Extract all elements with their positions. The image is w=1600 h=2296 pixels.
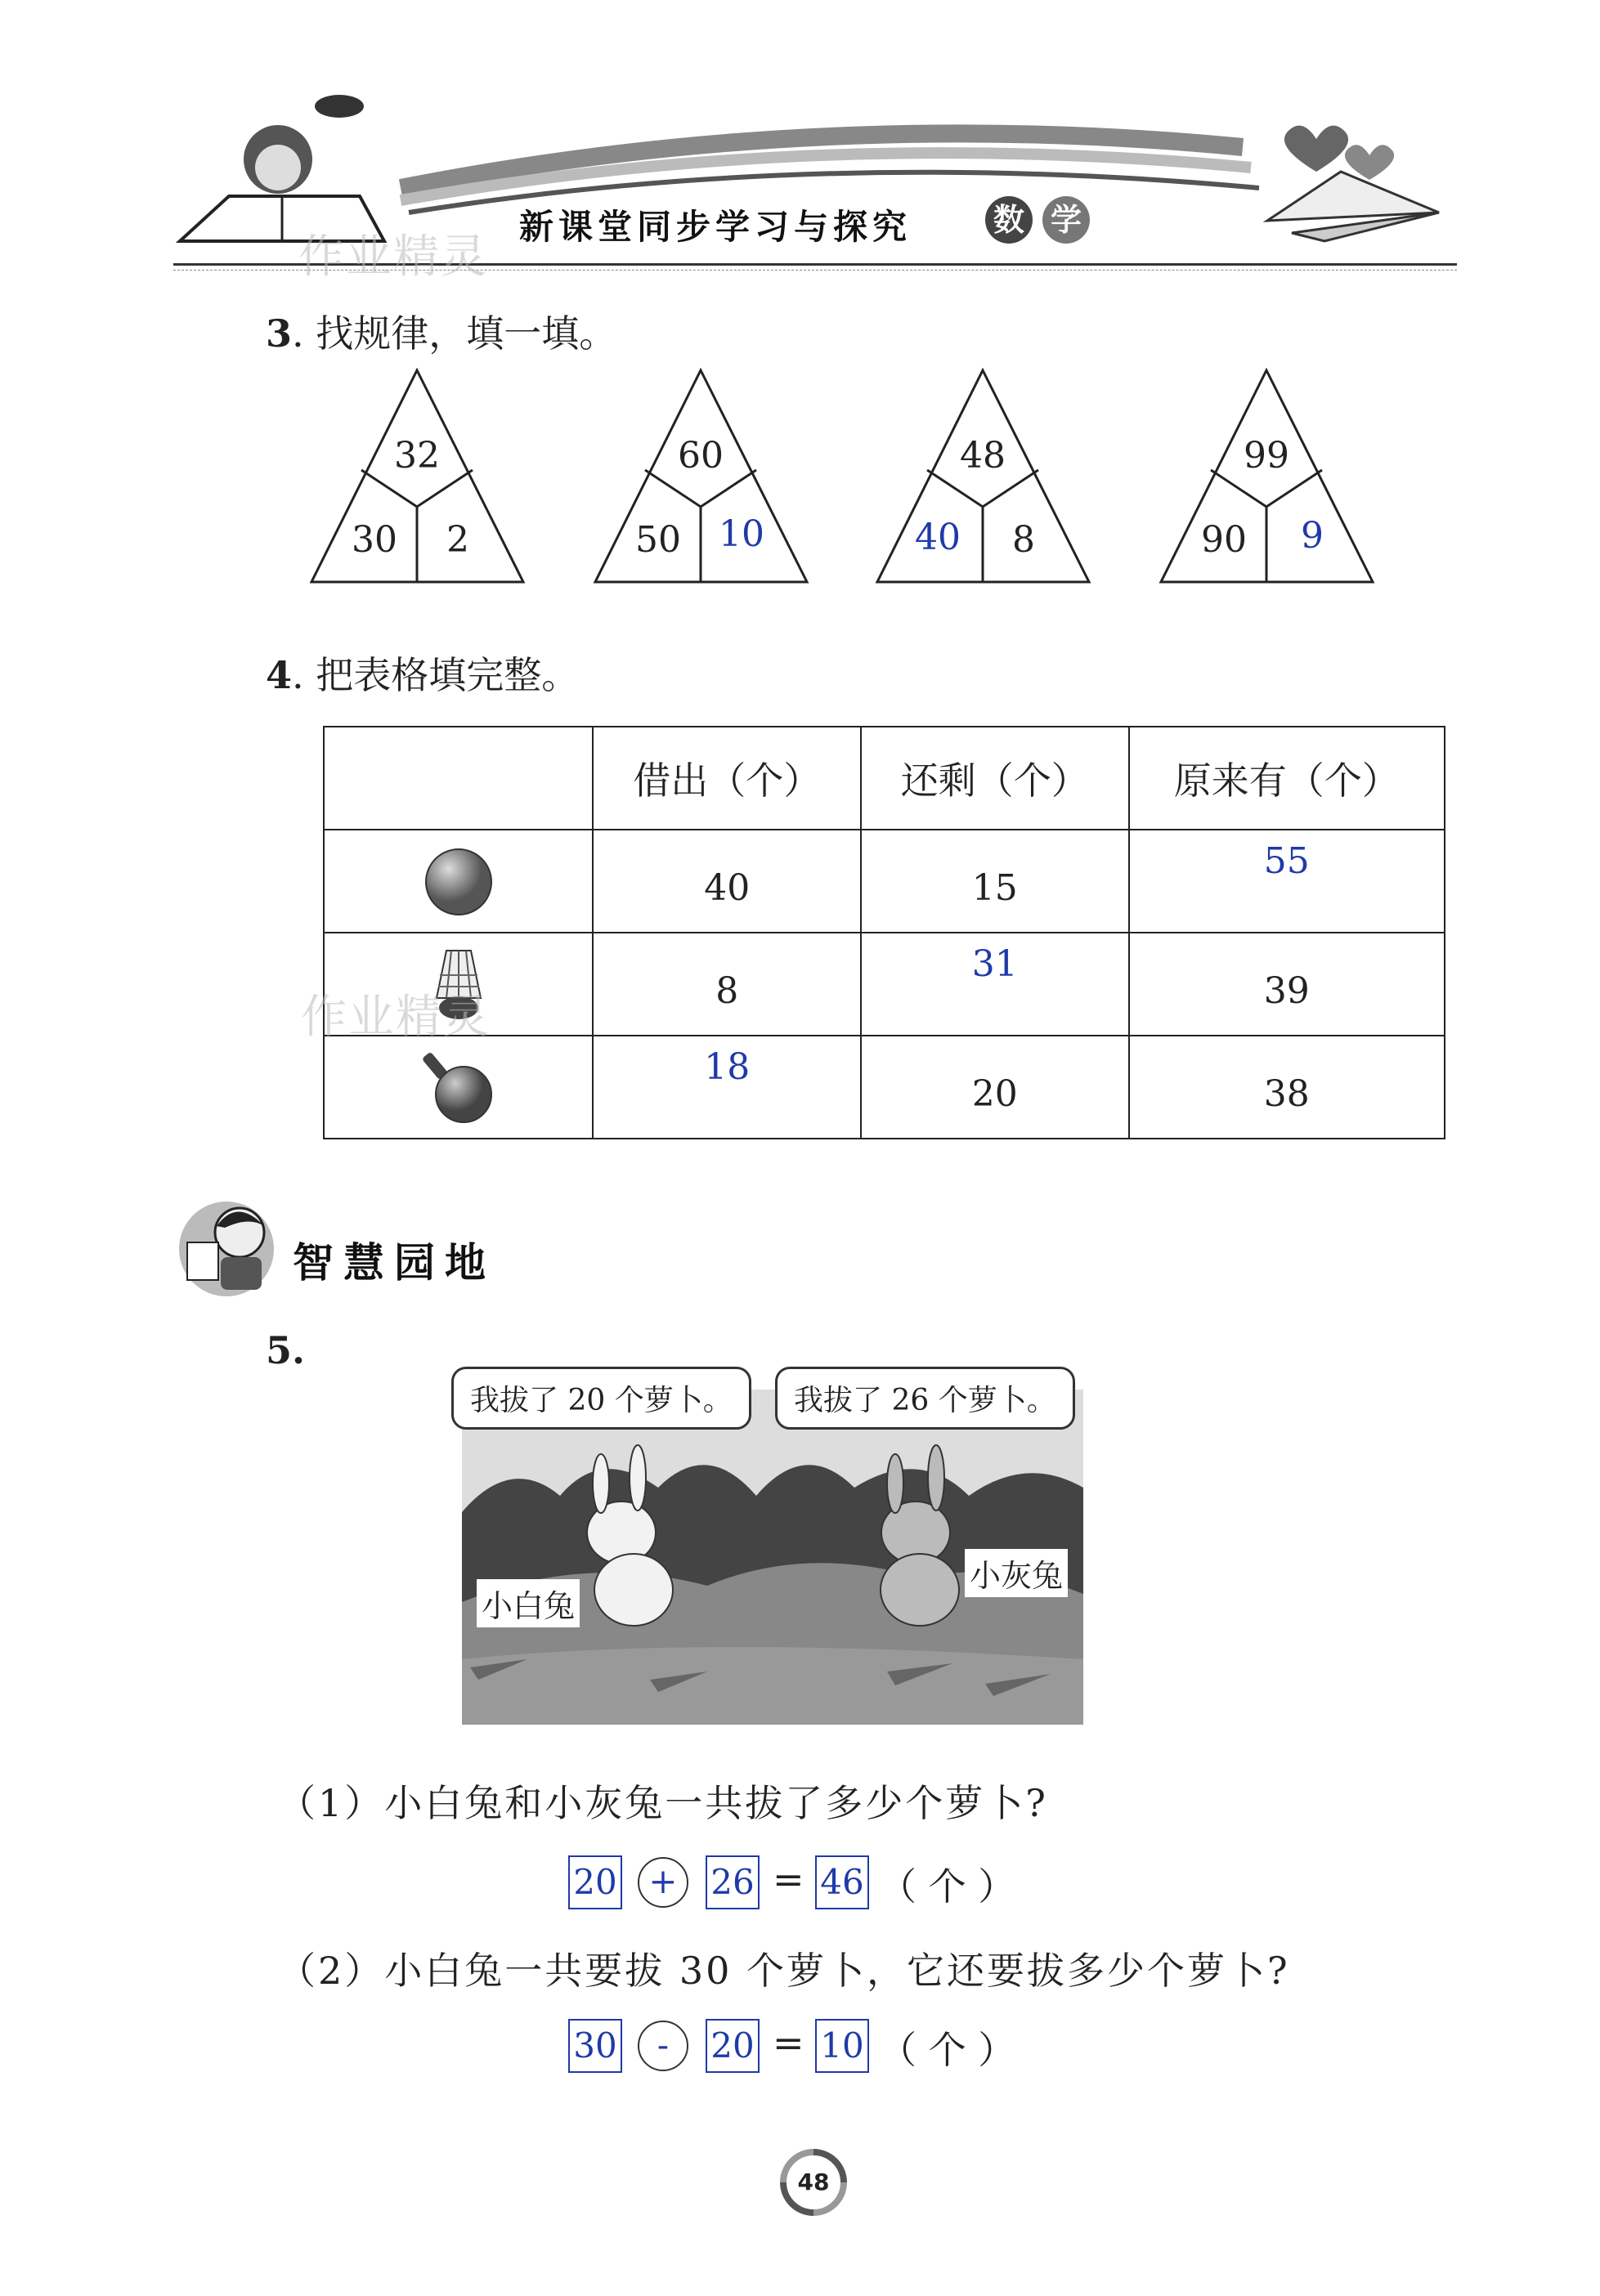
eq2-result[interactable]: 10 <box>815 2019 869 2073</box>
table-cell-answer: 55 <box>1129 830 1445 933</box>
triangle-3-right: 8 <box>1012 519 1035 561</box>
table-cell-item <box>324 1036 593 1139</box>
page-number-badge <box>777 2146 850 2219</box>
page-number: 48 <box>797 2168 830 2195</box>
table-row <box>324 933 1445 1036</box>
table-header-cell: 借出（个） <box>593 727 861 830</box>
subject-badge-1: 数 <box>985 196 1033 244</box>
speech-bubble-white-rabbit: 我拔了 20 个萝卜。 <box>451 1367 751 1430</box>
ball-icon <box>422 845 495 919</box>
eq2-operand-a[interactable]: 30 <box>568 2019 622 2073</box>
eq1-operand-a[interactable]: 20 <box>568 1855 622 1909</box>
table-cell: 40 <box>593 830 861 933</box>
label-grey-rabbit: 小灰兔 <box>965 1549 1068 1597</box>
q3-title: 3. 找规律，填一填。 <box>266 311 617 356</box>
ping-pong-paddle-icon <box>418 1045 500 1127</box>
triangle-4-left: 90 <box>1201 519 1247 561</box>
section-title: 智慧园地 <box>293 1239 495 1287</box>
table-row <box>324 1036 1445 1139</box>
speech-bubble-grey-rabbit: 我拔了 26 个萝卜。 <box>775 1367 1075 1430</box>
table-header-row <box>324 727 1445 830</box>
table-header-cell: 还剩（个） <box>861 727 1129 830</box>
borrow-table <box>323 726 1445 1139</box>
eq2-equals: = <box>773 2021 804 2065</box>
subject-badge-2: 学 <box>1042 196 1090 244</box>
header-title: 新课堂同步学习与探究 <box>519 207 912 247</box>
table-header-cell: 原来有（个） <box>1129 727 1445 830</box>
eq1-operand-b[interactable]: 26 <box>706 1855 760 1909</box>
table-cell: 39 <box>1129 933 1445 1036</box>
q5-number: 5. <box>266 1328 306 1372</box>
table-cell-answer: 18 <box>593 1036 861 1139</box>
q3-number: 3 <box>266 311 293 356</box>
triangle-3-top: 48 <box>960 435 1006 477</box>
triangle-4-right-answer: 9 <box>1301 515 1324 557</box>
q4-number: 4 <box>266 653 293 697</box>
eq2-operand-b[interactable]: 20 <box>706 2019 760 2073</box>
table-cell-answer: 31 <box>861 933 1129 1036</box>
triangle-2-top: 60 <box>678 435 724 477</box>
q5-sub2-text: （2）小白兔一共要拔 30 个萝卜，它还要拔多少个萝卜? <box>278 1949 1290 1993</box>
thinking-boy-icon <box>176 1193 282 1300</box>
table-header-cell <box>324 727 593 830</box>
triangle-4-top: 99 <box>1244 435 1289 477</box>
table-cell: 15 <box>861 830 1129 933</box>
eq2-unit: （ 个 ） <box>879 2028 1016 2072</box>
triangle-1-top: 32 <box>394 435 440 477</box>
triangle-2-left: 50 <box>635 519 681 561</box>
eq1-result[interactable]: 46 <box>815 1855 869 1909</box>
q3-text: 找规律，填一填。 <box>316 311 617 356</box>
table-cell: 20 <box>861 1036 1129 1139</box>
label-white-rabbit: 小白兔 <box>477 1579 580 1627</box>
table-cell: 8 <box>593 933 861 1036</box>
watermark-2: 作业精灵 <box>301 991 491 1044</box>
table-row <box>324 830 1445 933</box>
table-cell: 38 <box>1129 1036 1445 1139</box>
thinking-boy-illustration <box>176 1193 282 1300</box>
eq1-operator[interactable]: + <box>638 1857 688 1908</box>
triangle-2-right-answer: 10 <box>719 513 764 555</box>
triangle-1-left: 30 <box>352 519 397 561</box>
q4-title: 4. 把表格填完整。 <box>266 653 580 697</box>
watermark-1: 作业精灵 <box>298 230 488 284</box>
eq1-unit: （ 个 ） <box>879 1864 1016 1909</box>
eq1-equals: = <box>773 1857 804 1901</box>
table-cell-item <box>324 830 593 933</box>
q5-sub1-text: （1）小白兔和小灰兔一共拔了多少个萝卜? <box>278 1781 1048 1825</box>
eq2-operator[interactable]: - <box>638 2021 688 2071</box>
q4-text: 把表格填完整。 <box>316 653 580 697</box>
triangle-3-left-answer: 40 <box>915 517 961 558</box>
triangle-1-right: 2 <box>446 519 469 561</box>
